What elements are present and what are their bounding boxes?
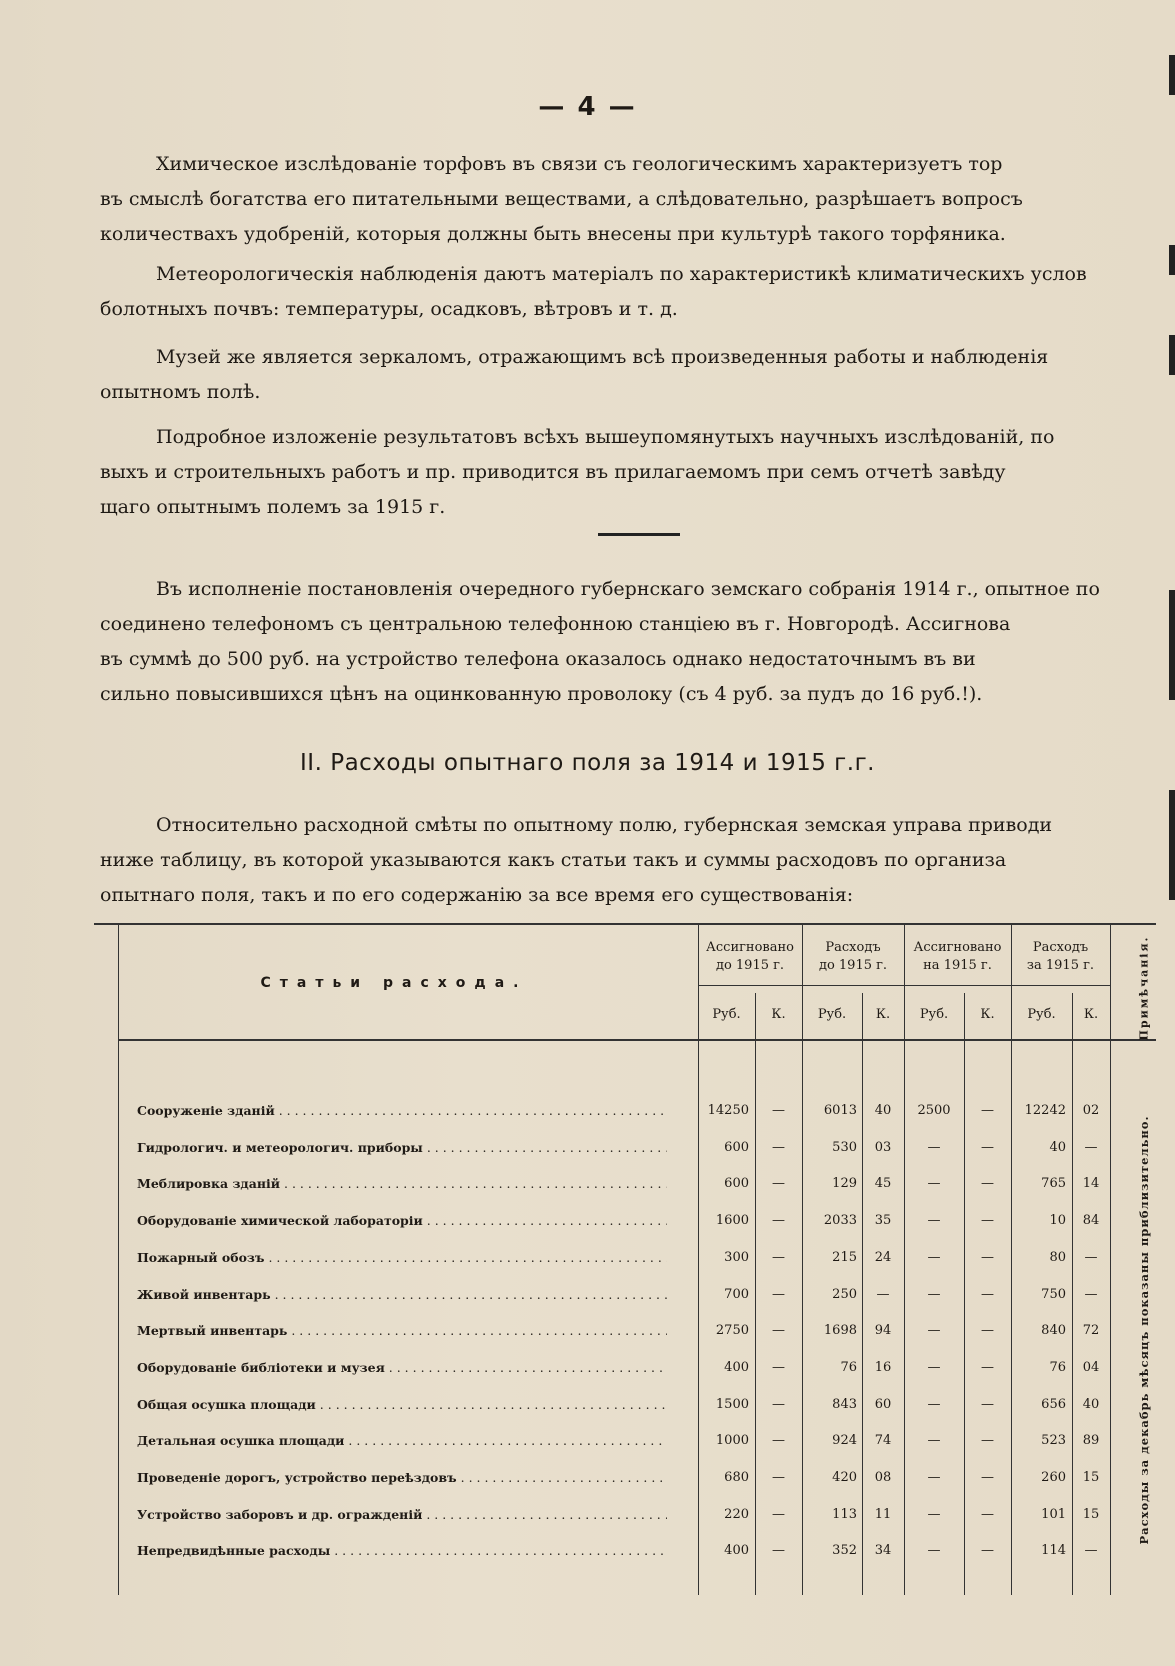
subheader-rub: Руб.: [712, 1007, 741, 1022]
scan-edge-mark: [1169, 335, 1175, 375]
row-item-name: Устройство заборовъ и др. огражденій . . .: [137, 1507, 667, 1522]
row-value-cell: —: [981, 1286, 994, 1302]
row-value-cell: —: [927, 1470, 941, 1485]
row-value-cell: —: [981, 1249, 994, 1265]
row-value-cell: —: [927, 1323, 941, 1339]
row-value-cell: 45: [874, 1176, 892, 1192]
table-row: [94, 1313, 1134, 1350]
row-item-name: Оборудованіе химической лабораторіи . . .: [137, 1213, 667, 1228]
row-value-cell: 656: [1041, 1396, 1066, 1412]
row-value-cell: 11: [874, 1506, 892, 1522]
row-value-cell: 215: [832, 1249, 857, 1265]
row-value-cell: —: [927, 1286, 941, 1302]
row-value-cell: 400: [724, 1543, 749, 1559]
row-value-cell: 420: [832, 1470, 857, 1485]
row-value-cell: 72: [1082, 1323, 1100, 1339]
row-value-cell: 15: [1082, 1506, 1100, 1522]
row-value-cell: 114: [1041, 1543, 1066, 1559]
group-header-line: Расходъ: [1032, 940, 1089, 955]
row-value-cell: —: [772, 1323, 785, 1339]
row-value-cell: 101: [1041, 1506, 1066, 1522]
scan-edge-mark: [1169, 590, 1175, 700]
paragraph: [100, 572, 1160, 712]
paragraph: [100, 340, 1160, 410]
row-value-cell: —: [1084, 1139, 1098, 1155]
table-rule: [698, 985, 1110, 986]
row-value-cell: 2033: [823, 1213, 857, 1229]
row-value-cell: 24: [874, 1249, 892, 1265]
row-value-cell: 89: [1082, 1433, 1100, 1449]
text-line: опытномъ полѣ.: [100, 381, 261, 403]
row-value-cell: —: [927, 1213, 941, 1229]
subheader-kop: К.: [980, 1007, 995, 1022]
row-value-cell: —: [772, 1139, 785, 1155]
group-header-line: Расходъ: [825, 940, 881, 955]
row-item-name: Оборудованіе библіотеки и музея . . .: [137, 1360, 667, 1375]
scan-edge-mark: [1169, 55, 1175, 95]
table-row: [94, 1203, 1134, 1240]
row-value-cell: 35: [874, 1213, 892, 1229]
row-value-cell: —: [772, 1359, 785, 1375]
subheader-kop: К.: [875, 1007, 891, 1022]
row-item-name: Живой инвентарь . . .: [137, 1287, 667, 1302]
row-value-cell: —: [981, 1213, 994, 1229]
row-value-cell: —: [981, 1433, 994, 1449]
text-line: ниже таблицу, въ которой указываются какъ статьи такъ и суммы расходовъ по организа: [100, 849, 1007, 871]
row-value-cell: —: [927, 1359, 941, 1375]
row-value-cell: 76: [1049, 1359, 1066, 1375]
text-line: болотныхъ почвъ: температуры, осадковъ, вѣтровъ и т. д.: [100, 298, 678, 320]
row-value-cell: 600: [724, 1139, 749, 1155]
subheader-rub: Руб.: [817, 1007, 847, 1022]
row-value-cell: —: [927, 1139, 941, 1155]
row-value-cell: 300: [724, 1249, 749, 1265]
row-value-cell: 113: [832, 1506, 857, 1522]
column-group-header: [904, 939, 1011, 975]
row-value-cell: 94: [874, 1323, 892, 1339]
row-value-cell: —: [772, 1213, 785, 1229]
row-value-cell: —: [772, 1470, 785, 1485]
row-item-name: Непредвидѣнные расходы . . .: [137, 1543, 667, 1558]
row-value-cell: —: [981, 1359, 994, 1375]
section-divider: [598, 533, 680, 536]
row-value-cell: 1500: [715, 1396, 749, 1412]
row-value-cell: —: [772, 1396, 785, 1412]
group-header-line: Ассигновано: [706, 940, 794, 955]
text-line: сильно повысившихся цѣнъ на оцинкованную проволоку (съ 4 руб. за пудъ до 16 руб.!).: [100, 683, 983, 705]
row-value-cell: —: [981, 1470, 994, 1485]
row-value-cell: 60: [874, 1396, 892, 1412]
row-value-cell: —: [772, 1543, 785, 1559]
row-value-cell: 352: [832, 1543, 857, 1559]
row-item-name: Сооруженіе зданій . . .: [137, 1103, 667, 1118]
row-value-cell: 1600: [715, 1213, 749, 1229]
row-value-cell: 2500: [917, 1103, 951, 1118]
row-value-cell: 10: [1049, 1213, 1066, 1229]
row-value-cell: —: [981, 1176, 994, 1192]
row-value-cell: 14250: [707, 1103, 749, 1118]
row-value-cell: 260: [1041, 1470, 1066, 1485]
subheader-rub: Руб.: [919, 1007, 949, 1022]
paragraph: [100, 808, 1160, 913]
row-value-cell: —: [981, 1543, 994, 1559]
scan-edge-mark: [1169, 790, 1175, 900]
row-value-cell: 40: [1049, 1139, 1066, 1155]
row-value-cell: 14: [1082, 1176, 1100, 1192]
text-line: количествахъ удобреній, которыя должны быть внесены при культурѣ такого торфяника.: [100, 223, 1006, 245]
text-line: щаго опытнымъ полемъ за 1915 г.: [100, 496, 446, 518]
text-line: Относительно расходной смѣты по опытному полю, губернская земская управа приводи: [156, 814, 1053, 836]
table-row: [94, 1277, 1134, 1314]
section-title: II. Расходы опытнаго поля за 1914 и 1915 г.г.: [300, 750, 875, 776]
expense-table: [94, 923, 1156, 1595]
row-value-cell: 02: [1082, 1103, 1100, 1118]
notes-cell: [1132, 1095, 1156, 1565]
notes-header-text: Примѣчанія.: [1137, 935, 1151, 1041]
table-rule: [118, 1039, 1156, 1041]
group-header-line: Ассигновано: [913, 940, 1002, 955]
row-value-cell: 2750: [715, 1323, 749, 1339]
row-value-cell: 76: [840, 1359, 857, 1375]
table-row: [94, 1350, 1134, 1387]
column-group-header: [1011, 939, 1110, 975]
row-item-name: Детальная осушка площади . . .: [137, 1433, 667, 1448]
row-value-cell: —: [981, 1323, 994, 1339]
row-value-cell: 08: [874, 1470, 892, 1485]
text-line: соединено телефономъ съ центральною телефонною станціею въ г. Новгородѣ. Ассигнова: [100, 613, 1011, 635]
table-row: [94, 1460, 1134, 1497]
text-line: Музей же является зеркаломъ, отражающимъ всѣ произведенныя работы и наблюденія: [156, 346, 1049, 368]
table-row: [94, 1387, 1134, 1424]
text-line: Химическое изслѣдованіе торфовъ въ связи съ геологическимъ характеризуетъ тор: [156, 153, 1003, 175]
text-line: въ смыслѣ богатства его питательными веществами, а слѣдовательно, разрѣшаетъ вопросъ: [100, 188, 1023, 210]
row-value-cell: 16: [874, 1359, 892, 1375]
text-line: опытнаго поля, такъ и по его содержанію за все время его существованія:: [100, 884, 854, 906]
column-title-notes: [1134, 933, 1154, 1043]
row-value-cell: —: [981, 1103, 994, 1118]
text-line: Въ исполненіе постановленія очередного губернскаго земскаго собранія 1914 г., опытное по: [156, 578, 1100, 600]
row-value-cell: 6013: [823, 1103, 857, 1118]
row-item-name: Общая осушка площади . . .: [137, 1397, 667, 1412]
row-item-name: Мертвый инвентарь . . .: [137, 1323, 667, 1338]
row-item-name: Пожарный обозъ . . .: [137, 1250, 667, 1265]
table-row: [94, 1423, 1134, 1460]
subheader-rub: Руб.: [1027, 1007, 1056, 1022]
row-value-cell: —: [927, 1396, 941, 1412]
row-value-cell: 03: [874, 1139, 892, 1155]
row-value-cell: —: [1084, 1286, 1098, 1302]
row-value-cell: —: [927, 1506, 941, 1522]
row-value-cell: 843: [832, 1396, 857, 1412]
paragraph: [100, 147, 1160, 252]
row-value-cell: 400: [724, 1359, 749, 1375]
row-value-cell: 40: [1082, 1396, 1100, 1412]
row-value-cell: —: [1084, 1249, 1098, 1265]
row-value-cell: —: [927, 1176, 941, 1192]
row-value-cell: 924: [832, 1433, 857, 1449]
table-row: [94, 1497, 1134, 1534]
row-value-cell: —: [772, 1249, 785, 1265]
row-value-cell: 680: [724, 1470, 749, 1485]
row-value-cell: 700: [724, 1286, 749, 1302]
row-value-cell: —: [981, 1396, 994, 1412]
row-value-cell: —: [772, 1433, 785, 1449]
scan-edge-mark: [1169, 245, 1175, 275]
row-item-name: Меблировка зданій . . .: [137, 1176, 667, 1191]
page-number: — 4 —: [538, 92, 637, 122]
column-group-header: [802, 939, 904, 975]
row-value-cell: 74: [874, 1433, 892, 1449]
notes-text: Расходы за декабрь мѣсяцъ показаны приблизительно.: [1137, 1115, 1151, 1545]
text-line: Подробное изложеніе результатовъ всѣхъ вышеупомянутыхъ научныхъ изслѣдованій, по: [156, 426, 1055, 448]
row-value-cell: 40: [874, 1103, 892, 1118]
row-item-name: Проведеніе дорогъ, устройство переѣздовъ . . .: [137, 1470, 667, 1485]
group-header-line: до 1915 г.: [715, 958, 785, 973]
row-value-cell: 80: [1049, 1249, 1066, 1265]
text-line: выхъ и строительныхъ работъ и пр. приводится въ прилагаемомъ при семъ отчетѣ завѣду: [100, 461, 1006, 483]
column-group-header: [698, 939, 802, 975]
row-value-cell: 129: [832, 1176, 857, 1192]
row-value-cell: 530: [832, 1139, 857, 1155]
row-value-cell: 220: [724, 1506, 749, 1522]
row-value-cell: 250: [832, 1286, 857, 1302]
row-value-cell: 84: [1082, 1213, 1100, 1229]
row-value-cell: —: [927, 1543, 941, 1559]
table-row: [94, 1093, 1134, 1130]
row-value-cell: —: [772, 1176, 785, 1192]
subheader-kop: К.: [771, 1007, 786, 1022]
text-line: въ суммѣ до 500 руб. на устройство телефона оказалось однако недостаточнымъ въ ви: [100, 648, 976, 670]
row-value-cell: —: [772, 1506, 785, 1522]
subheader-kop: К.: [1083, 1007, 1099, 1022]
row-value-cell: —: [981, 1506, 994, 1522]
row-value-cell: 15: [1082, 1470, 1100, 1485]
row-value-cell: —: [772, 1286, 785, 1302]
row-value-cell: 765: [1041, 1176, 1066, 1192]
row-value-cell: 750: [1041, 1286, 1066, 1302]
row-value-cell: —: [772, 1103, 785, 1118]
row-value-cell: 840: [1041, 1323, 1066, 1339]
column-title-items: Статьи расхода.: [260, 975, 528, 991]
row-value-cell: 600: [724, 1176, 749, 1192]
table-row: [94, 1533, 1134, 1570]
row-value-cell: —: [927, 1249, 941, 1265]
row-value-cell: 523: [1041, 1433, 1066, 1449]
text-line: Метеорологическія наблюденія даютъ матеріалъ по характеристикѣ климатическихъ услов: [156, 263, 1087, 285]
group-header-line: на 1915 г.: [923, 958, 992, 973]
row-value-cell: —: [1084, 1543, 1098, 1559]
group-header-line: за 1915 г.: [1026, 958, 1095, 973]
row-value-cell: 12242: [1024, 1103, 1066, 1118]
table-row: [94, 1166, 1134, 1203]
table-row: [94, 1130, 1134, 1167]
group-header-line: до 1915 г.: [818, 958, 888, 973]
row-value-cell: 34: [874, 1543, 892, 1559]
row-item-name: Гидрологич. и метеорологич. приборы . . .: [137, 1140, 667, 1155]
row-value-cell: —: [927, 1433, 941, 1449]
row-value-cell: —: [981, 1139, 994, 1155]
row-value-cell: —: [876, 1286, 890, 1302]
paragraph: [100, 257, 1160, 327]
row-value-cell: 1698: [823, 1323, 857, 1339]
paragraph: [100, 420, 1160, 525]
row-value-cell: 04: [1082, 1359, 1100, 1375]
table-row: [94, 1240, 1134, 1277]
row-value-cell: 1000: [715, 1433, 749, 1449]
